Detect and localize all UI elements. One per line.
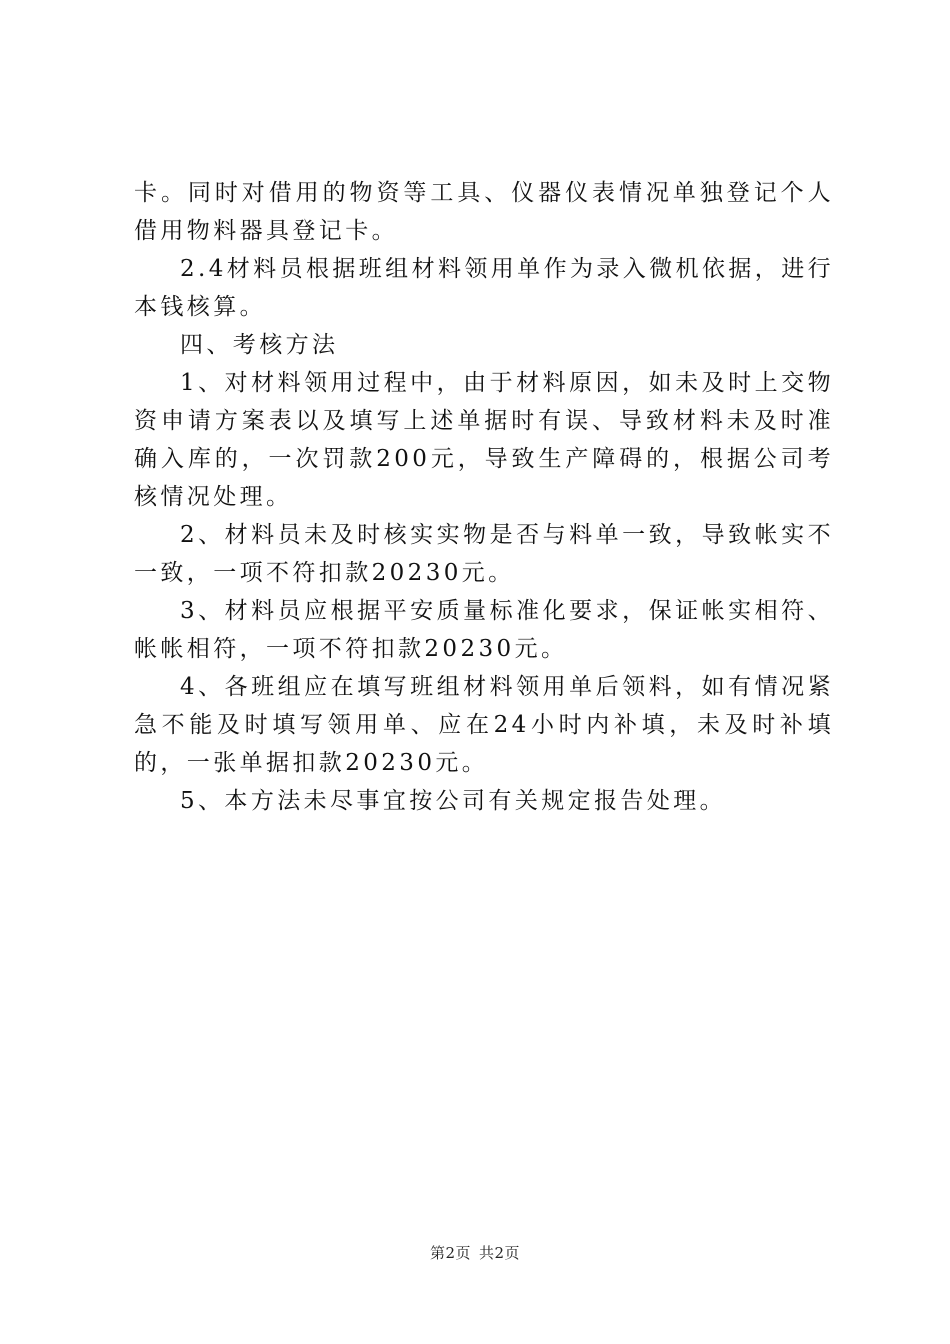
paragraph-rule-1: 1、对材料领用过程中，由于材料原因，如未及时上交物资申请方案表以及填写上述单据时有误、导致材料未及时准确入库的，一次罚款200元，导致生产障碍的，根据公司考核情况处理。 bbox=[134, 370, 834, 510]
section-heading-assessment: 四、考核方法 bbox=[180, 332, 339, 358]
paragraph-rule-4: 4、各班组应在填写班组材料领用单后领料，如有情况紧急不能及时填写领用单、应在24小时内补填，未及时补填的，一张单据扣款20230元。 bbox=[134, 674, 834, 776]
paragraph-rule-5: 5、本方法未尽事宜按公司有关规定报告处理。 bbox=[180, 788, 727, 814]
page-total: 共2页 bbox=[479, 1244, 521, 1262]
paragraph-rule-3: 3、材料员应根据平安质量标准化要求，保证帐实相符、帐帐相符，一项不符扣款20230元。 bbox=[134, 598, 834, 662]
page-footer bbox=[0, 1242, 950, 1263]
paragraph-item-2-4: 2.4材料员根据班组材料领用单作为录入微机依据，进行本钱核算。 bbox=[134, 256, 834, 320]
paragraph-continuation: 卡。同时对借用的物资等工具、仪器仪表情况单独登记个人借用物料器具登记卡。 bbox=[134, 180, 834, 244]
document-body bbox=[134, 174, 834, 820]
page-number: 第2页 bbox=[429, 1244, 471, 1262]
paragraph-rule-2: 2、材料员未及时核实实物是否与料单一致，导致帐实不一致，一项不符扣款20230元。 bbox=[134, 522, 834, 586]
